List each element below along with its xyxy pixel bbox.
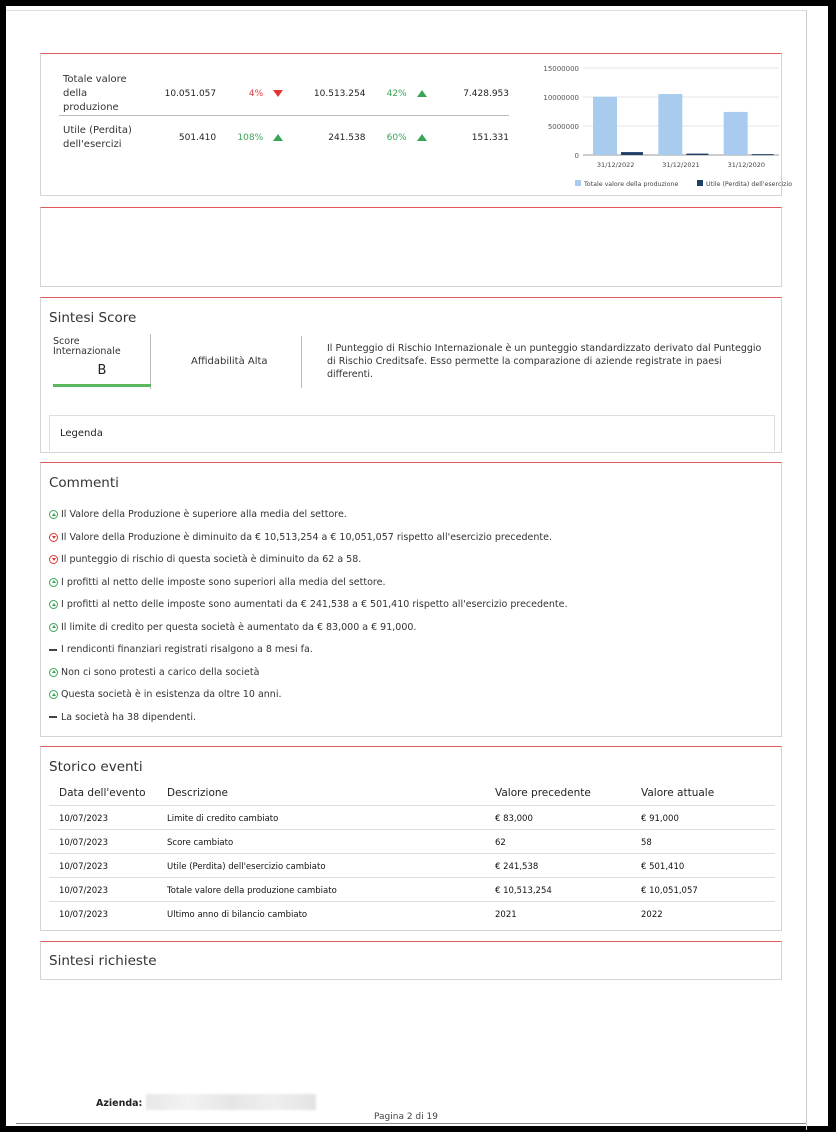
event-previous-value: 2021 [495, 910, 517, 920]
legend-box[interactable] [49, 415, 775, 451]
x-tick-label: 31/12/2020 [727, 161, 766, 169]
right-rule [806, 10, 807, 1130]
bar-production-value [593, 97, 617, 155]
pct-change-2: 42% [365, 89, 426, 99]
comment-text: Non ci sono protesti a carico della società [61, 666, 260, 678]
score-indicator-bar [53, 384, 151, 387]
increase-triangle-icon [273, 134, 283, 141]
comment-text: Il limite di credito per questa società è aumentato da € 83,000 a € 91,000. [61, 621, 417, 633]
event-current-value: 58 [641, 838, 652, 848]
header-description: Descrizione [167, 787, 228, 799]
divider [301, 336, 302, 388]
comment-item [49, 532, 552, 543]
positive-indicator-icon [49, 690, 58, 699]
comment-item [49, 509, 347, 520]
table-row [49, 901, 775, 925]
events-table-header [49, 787, 775, 805]
value-2022: 501.410 [178, 133, 217, 143]
financials-row [59, 116, 509, 160]
table-row [49, 853, 775, 877]
y-tick-label: 15000000 [543, 65, 579, 73]
positive-indicator-icon [49, 510, 58, 519]
legend-swatch [697, 180, 703, 186]
footer-rule [16, 1123, 806, 1124]
event-description: Score cambiato [167, 838, 234, 848]
bar-chart-svg [521, 58, 793, 192]
table-row [49, 805, 775, 829]
event-description: Ultimo anno di bilancio cambiato [167, 910, 308, 920]
event-description: Utile (Perdita) dell'esercizio cambiato [167, 862, 326, 872]
empty-card [40, 207, 782, 287]
comments-title: Commenti [49, 475, 119, 491]
comment-item [49, 599, 567, 610]
event-current-value: 2022 [641, 910, 663, 920]
negative-indicator-icon [49, 533, 58, 542]
comment-text: I rendiconti finanziari registrati risalgono a 8 mesi fa. [61, 644, 313, 655]
header-previous-value: Valore precedente [495, 787, 591, 799]
x-tick-label: 31/12/2021 [662, 161, 700, 169]
table-row [49, 829, 775, 853]
pct-change-1: 108% [216, 133, 283, 143]
event-previous-value: € 241,538 [495, 862, 539, 872]
company-label: Azienda: [96, 1098, 143, 1109]
neutral-dash-icon [49, 649, 57, 651]
event-current-value: € 501,410 [641, 862, 685, 872]
table-row [49, 877, 775, 901]
y-tick-label: 5000000 [547, 123, 579, 131]
comment-item [49, 554, 361, 565]
comment-text: Il Valore della Produzione è diminuito da € 10,513,254 a € 10,051,057 rispetto all'esercizio precedente. [61, 531, 552, 543]
legend-label: Legenda [60, 428, 103, 439]
comment-text: I profitti al netto delle imposte sono aumentati da € 241,538 a € 501,410 rispetto all'esercizio precedente. [61, 599, 568, 610]
x-tick-label: 31/12/2022 [596, 161, 635, 169]
score-box [53, 334, 151, 389]
report-page [6, 6, 828, 1126]
events-card [40, 746, 782, 931]
reliability-label: Affidabilità Alta [191, 356, 268, 367]
requests-title: Sintesi richieste [49, 953, 157, 969]
negative-indicator-icon [49, 555, 58, 564]
positive-indicator-icon [49, 623, 58, 632]
event-date: 10/07/2023 [59, 862, 108, 872]
event-previous-value: € 83,000 [495, 814, 533, 824]
comment-item [49, 622, 416, 633]
neutral-dash-icon [49, 716, 57, 718]
score-description: Il Punteggio di Rischio Internazionale è un punteggio standardizzato derivato dal Punteggio di Rischio Creditsafe. Esso permette la comparazione di aziende registrate in paesi differenti. [327, 343, 762, 380]
event-description: Totale valore della produzione cambiato [167, 886, 337, 896]
comments-card [40, 462, 782, 737]
requests-card [40, 941, 782, 980]
event-date: 10/07/2023 [59, 814, 108, 824]
y-tick-label: 0 [574, 152, 579, 160]
positive-indicator-icon [49, 578, 58, 587]
header-date: Data dell'evento [59, 787, 146, 799]
header-current-value: Valore attuale [641, 787, 715, 799]
financials-table [59, 72, 509, 160]
event-current-value: € 91,000 [641, 814, 679, 824]
comment-item [49, 577, 385, 588]
bar-production-value [658, 94, 682, 155]
pct-change-2: 60% [365, 133, 426, 143]
score-card [40, 297, 782, 453]
value-2022: 10.051.057 [164, 88, 217, 99]
value-2021: 241.538 [328, 133, 366, 143]
legend-label: Utile (Perdita) dell'esercizio [706, 181, 793, 188]
comment-item [49, 689, 281, 700]
comment-item [49, 712, 196, 723]
y-tick-label: 10000000 [543, 94, 579, 102]
positive-indicator-icon [49, 600, 58, 609]
bar-profit [752, 154, 774, 155]
value-2020: 7.428.953 [463, 88, 509, 99]
comment-text: La società ha 38 dipendenti. [61, 711, 196, 723]
event-previous-value: € 10,513,254 [495, 886, 552, 896]
row-label: Utile (Perdita) dell'esercizi [63, 125, 132, 150]
increase-triangle-icon [417, 90, 427, 97]
pct-change-1: 4% [216, 89, 283, 99]
event-previous-value: 62 [495, 838, 506, 848]
positive-indicator-icon [49, 668, 58, 677]
events-title: Storico eventi [49, 759, 143, 775]
event-date: 10/07/2023 [59, 886, 108, 896]
score-title: Sintesi Score [49, 310, 137, 326]
bar-profit [686, 154, 708, 155]
event-description: Limite di credito cambiato [167, 814, 279, 824]
decrease-triangle-icon [273, 90, 283, 97]
bar-chart [521, 58, 793, 192]
financials-row [59, 72, 509, 116]
row-label: Totale valore della produzione [63, 73, 127, 113]
comment-text: I profitti al netto delle imposte sono superiori alla media del settore. [61, 576, 386, 588]
bar-profit [621, 152, 643, 155]
company-name-redacted [146, 1094, 316, 1110]
legend-label: Totale valore della produzione [584, 181, 679, 188]
increase-triangle-icon [417, 134, 427, 141]
comment-text: Il Valore della Produzione è superiore alla media del settore. [61, 509, 347, 520]
event-date: 10/07/2023 [59, 838, 108, 848]
event-date: 10/07/2023 [59, 910, 108, 920]
top-rule [6, 10, 806, 11]
comment-item [49, 667, 259, 678]
legend-swatch [575, 180, 581, 186]
score-label: Score Internazionale [53, 336, 121, 357]
financials-card [40, 53, 793, 196]
score-value: B [97, 363, 107, 378]
page-number: Pagina 2 di 19 [374, 1112, 438, 1122]
comment-text: Il punteggio di rischio di questa società è diminuito da 62 a 58. [61, 554, 362, 565]
event-current-value: € 10,051,057 [641, 886, 698, 896]
comment-item [49, 644, 313, 655]
bar-production-value [724, 112, 748, 155]
value-2020: 151.331 [471, 133, 509, 143]
comment-text: Questa società è in esistenza da oltre 10 anni. [61, 689, 282, 700]
value-2021: 10.513.254 [313, 88, 366, 99]
